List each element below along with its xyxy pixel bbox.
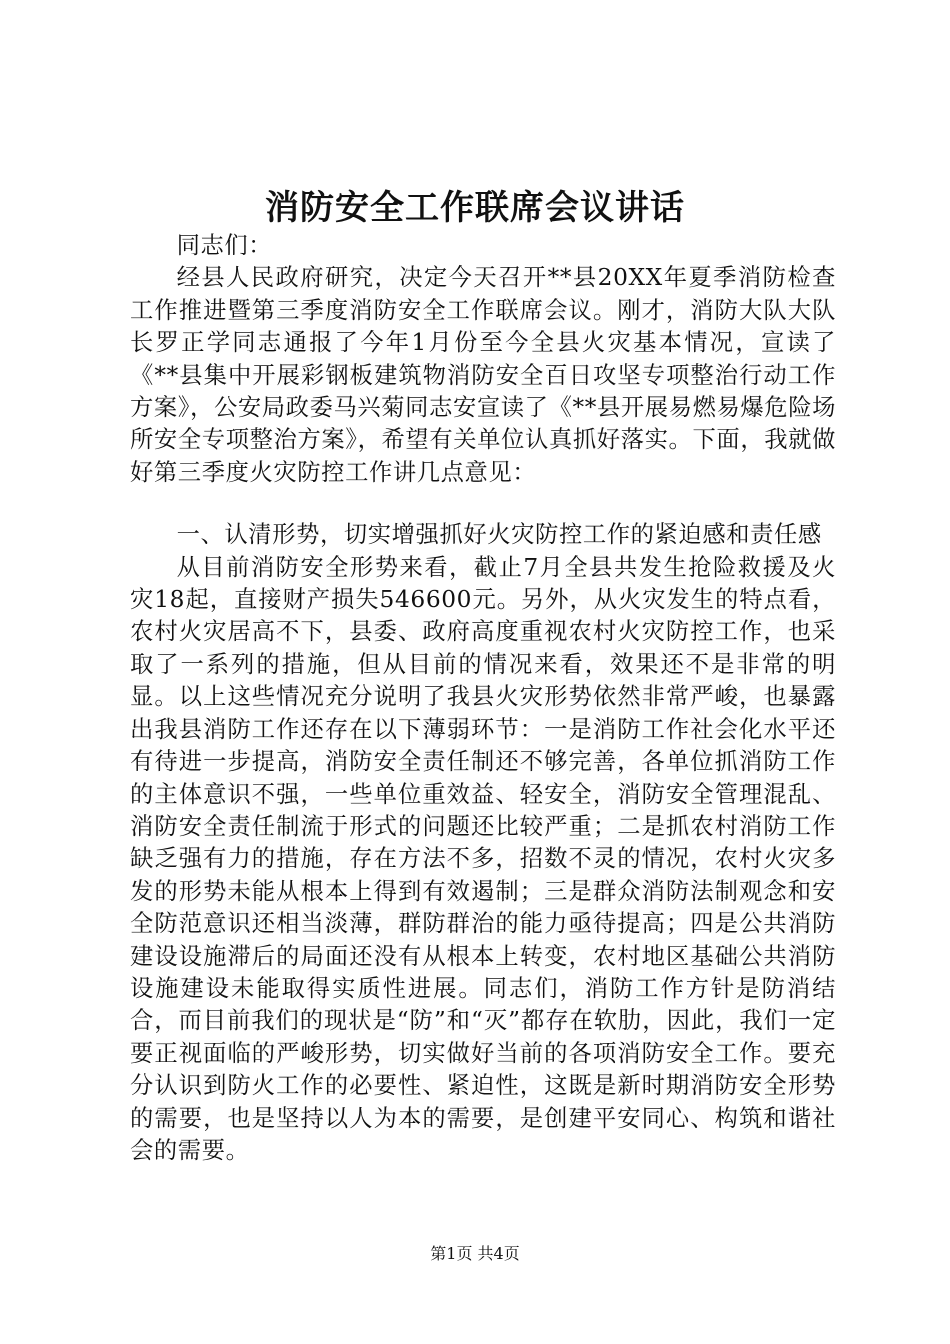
greeting: 同志们： [176, 232, 273, 259]
paragraph-intro: 经县人民政府研究，决定今天召开**县20XX年夏季消防检查工作推进暨第三季度消防安全工作联席会议。刚才，消防大队大队长罗正学同志通报了今年1月份至今全县火灾基本情况，宣读了《**县集中开展彩钢板建筑物消防安全百日攻坚专项整治行动工作方案》，公安局政委马兴菊同志安宣读了《**县开展易燃易爆危险场所安全专项整治方案》，希望有关单位认真抓好落实。下面，我就做好第三季度火灾防控工作讲几点意见： [130, 264, 836, 486]
page-number: 第1页 共4页 [430, 1244, 520, 1263]
paragraph-situation: 从目前消防安全形势来看，截止7月全县共发生抢险救援及火灾18起，直接财产损失546600元。另外，从火灾发生的特点看，农村火灾居高不下，县委、政府高度重视农村火灾防控工作，也采取了一系列的措施，但从目前的情况来看，效果还不是非常的明显。以上这些情况充分说明了我县火灾形势依然非常严峻，也暴露出我县消防工作还存在以下薄弱环节：一是消防工作社会化水平还有待进一步提高，消防安全责任制还不够完善，各单位抓消防工作的主体意识不强，一些单位重效益、轻安全，消防安全管理混乱、消防安全责任制流于形式的问题还比较严重；二是抓农村消防工作缺乏强有力的措施，存在方法不多，招数不灵的情况，农村火灾多发的形势未能从根本上得到有效遏制；三是群众消防法制观念和安全防范意识还相当淡薄，群防群治的能力亟待提高；四是公共消防建设设施滞后的局面还没有从根本上转变，农村地区基础公共消防设施建设未能取得实质性进展。同志们，消防工作方针是防消结合，而目前我们的现状是“防”和“灭”都存在软肋，因此，我们一定要正视面临的严峻形势，切实做好当前的各项消防安全工作。要充分认识到防火工作的必要性、紧迫性，这既是新时期消防安全形势的需要，也是坚持以人为本的需要，是创建平安同心、构筑和谐社会的需要。 [130, 553, 836, 1164]
document-body [130, 230, 836, 1167]
document-title: 消防安全工作联席会议讲话 [265, 188, 685, 228]
section-heading: 一、认清形势，切实增强抓好火灾防控工作的紧迫感和责任感 [176, 521, 822, 549]
